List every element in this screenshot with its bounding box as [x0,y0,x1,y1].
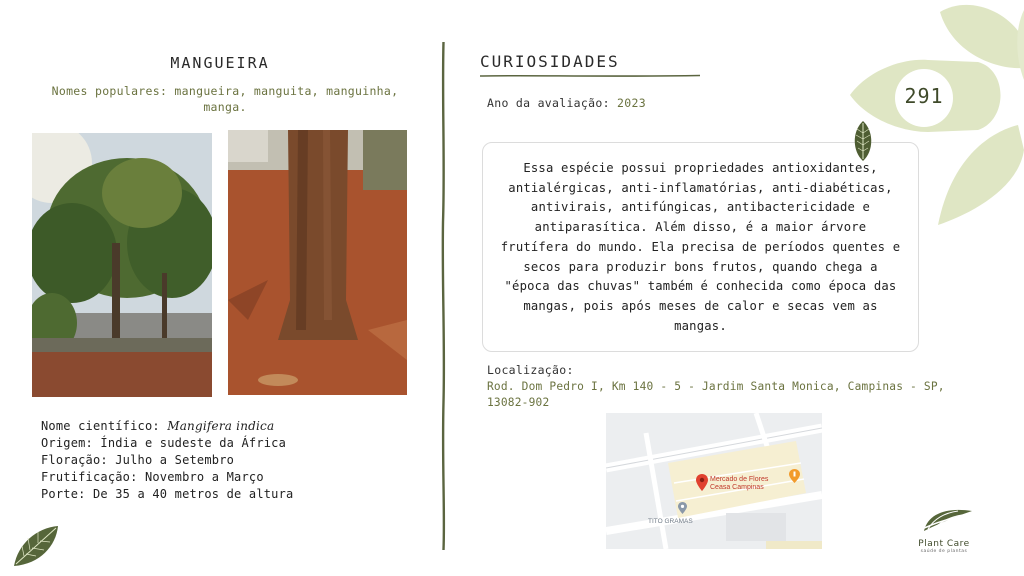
plant-number: 291 [904,84,944,108]
description-text: Essa espécie possui propriedades antioxidantes, antialérgicas, anti-inflamatórias, anti-diabéticas, antivirais, antifúngicas, antibactericidade e antiparasítica. Além disso, é a maior árvore frutífera do mundo. Ela precisa de períodos quentes e secos para produzir bons frutos, quando chega a "época das chuvas" também é conhecida como época das mangas, pois após meses de calor e secas vem as mangas. [500,161,901,333]
fruiting-line: Frutificação: Novembro a Março [41,470,264,484]
brand-tagline: saúde de plantas [920,549,968,554]
scientific-name-value: Mangifera indica [167,419,275,433]
map-place-label [710,476,768,492]
flowering-line: Floração: Julho a Setembro [41,453,235,467]
map-street-label: TITO GRAMAS [648,518,693,525]
origin-line: Origem: Índia e sudeste da África [41,436,287,450]
species-title: MANGUEIRA [170,54,270,72]
plant-care-logo-icon [914,505,974,535]
species-info [41,418,293,503]
map-place-label-line2: Ceasa Campinas [710,484,764,491]
mango-tree-photo [32,133,212,397]
mango-trunk-photo [228,130,407,395]
section-title: CURIOSIDADES [480,52,620,71]
location-marker-icon [678,502,687,514]
year-value: 2023 [617,96,646,110]
evaluation-year [487,96,646,110]
scientific-name-line [41,418,293,435]
title-underline [480,74,700,78]
size-line: Porte: De 35 a 40 metros de altura [41,487,294,501]
location-address: Rod. Dom Pedro I, Km 140 - 5 - Jardim Santa Monica, Campinas - SP, 13082-902 [487,380,945,409]
popular-names: Nomes populares: mangueira, manguita, manguinha, manga. [51,84,399,114]
scientific-name-label: Nome científico: [41,419,168,433]
map-pin-icon [696,474,708,491]
restaurant-icon [789,469,800,483]
location-label: Localização: [487,363,574,377]
leaf-icon [852,121,874,161]
location-map[interactable] [606,413,822,549]
corner-leaf-icon [12,524,60,568]
brand-logo [906,505,982,560]
year-label: Ano da avaliação: [487,96,618,110]
map-place-label-line1: Mercado de Flores [710,476,769,483]
brand-name: Plant Care [918,539,970,549]
vertical-divider [441,42,446,550]
